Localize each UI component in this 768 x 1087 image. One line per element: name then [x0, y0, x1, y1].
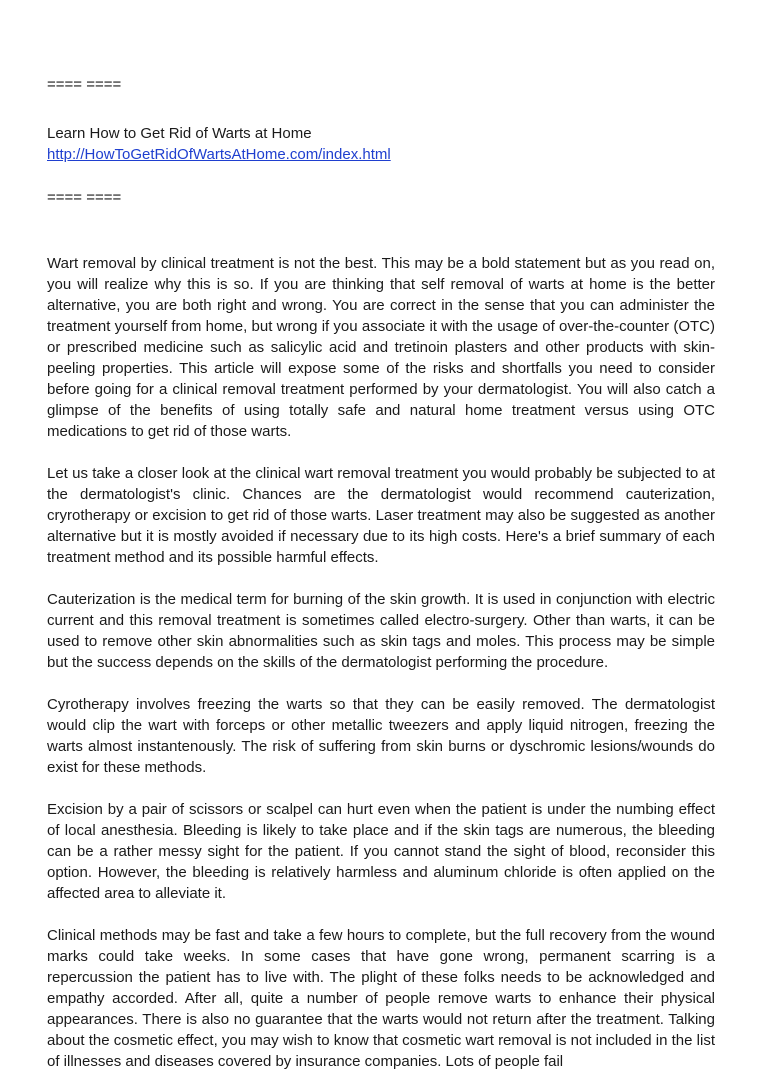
spacer [47, 442, 715, 463]
paragraph-1: Wart removal by clinical treatment is not the best. This may be a bold statement but as you read on, you will realize why this is so. If you are thinking that self removal of warts at home is the better alternative, you are both right and wrong. You are correct in the sense that you can administer the treatment yourself from home, but wrong if you associate it with the usage of over-the-counter (OTC) or prescribed medicine such as salicylic acid and tretinoin plasters and other products with skin-peeling properties. This article will expose some of the risks and shortfalls you need to consider before going for a clinical removal treatment performed by your dermatologist. You will also catch a glimpse of the benefits of using totally safe and natural home treatment versus using OTC medications to get rid of those warts. [47, 255, 715, 440]
spacer [47, 165, 715, 187]
paragraph-2: Let us take a closer look at the clinical wart removal treatment you would probably be subjected to at the dermatologist's clinic. Chances are the dermatologist would recommend cauterization, cryrotherapy or excision to get rid of those warts. Laser treatment may also be suggested as another alternative but it is mostly avoided if necessary due to its high costs. Here's a brief summary of each treatment method and its possible harmful effects. [47, 465, 715, 566]
spacer [47, 208, 715, 253]
spacer [47, 904, 715, 925]
spacer [47, 673, 715, 694]
spacer [47, 778, 715, 799]
page-title: Learn How to Get Rid of Warts at Home [47, 125, 312, 142]
paragraph-5: Excision by a pair of scissors or scalpel can hurt even when the patient is under the numbing effect of local anesthesia. Bleeding is likely to take place and if the skin tags are numerous, the bleeding can be a rather messy sight for the patient. If you cannot stand the sight of blood, reconsider this option. However, the bleeding is relatively harmless and aluminum chloride is often applied on the affected area to alleviate it. [47, 801, 715, 902]
home-url-link[interactable]: http://HowToGetRidOfWartsAtHome.com/index.html [47, 146, 391, 163]
spacer [47, 568, 715, 589]
separator-bottom: ==== ==== [47, 189, 122, 206]
paragraph-3: Cauterization is the medical term for burning of the skin growth. It is used in conjunction with electric current and this removal treatment is sometimes called electro-surgery. Other than warts, it can be used to remove other skin abnormalities such as skin tags and moles. This process may be simple but the success depends on the skills of the dermatologist performing the procedure. [47, 591, 715, 671]
spacer [47, 95, 715, 123]
paragraph-6: Clinical methods may be fast and take a few hours to complete, but the full recovery from the wound marks could take weeks. In some cases that have gone wrong, permanent scarring is a repercussion the patient has to live with. The plight of these folks needs to be acknowledged and empathy accorded. After all, quite a number of people remove warts to enhance their physical appearances. There is also no guarantee that the warts would not return after the treatment. Talking about the cosmetic effect, you may wish to know that cosmetic wart removal is not included in the list of illnesses and diseases covered by insurance companies. Lots of people fail [47, 927, 715, 1070]
url-line [47, 144, 715, 165]
paragraph-4: Cyrotherapy involves freezing the warts so that they can be easily removed. The dermatologist would clip the wart with forceps or other metallic tweezers and apply liquid nitrogen, freezing the warts almost instantenously. The risk of suffering from skin burns or dyschromic lesions/wounds do exist for these methods. [47, 696, 715, 776]
document-page [47, 74, 715, 1072]
separator-top: ==== ==== [47, 76, 122, 93]
